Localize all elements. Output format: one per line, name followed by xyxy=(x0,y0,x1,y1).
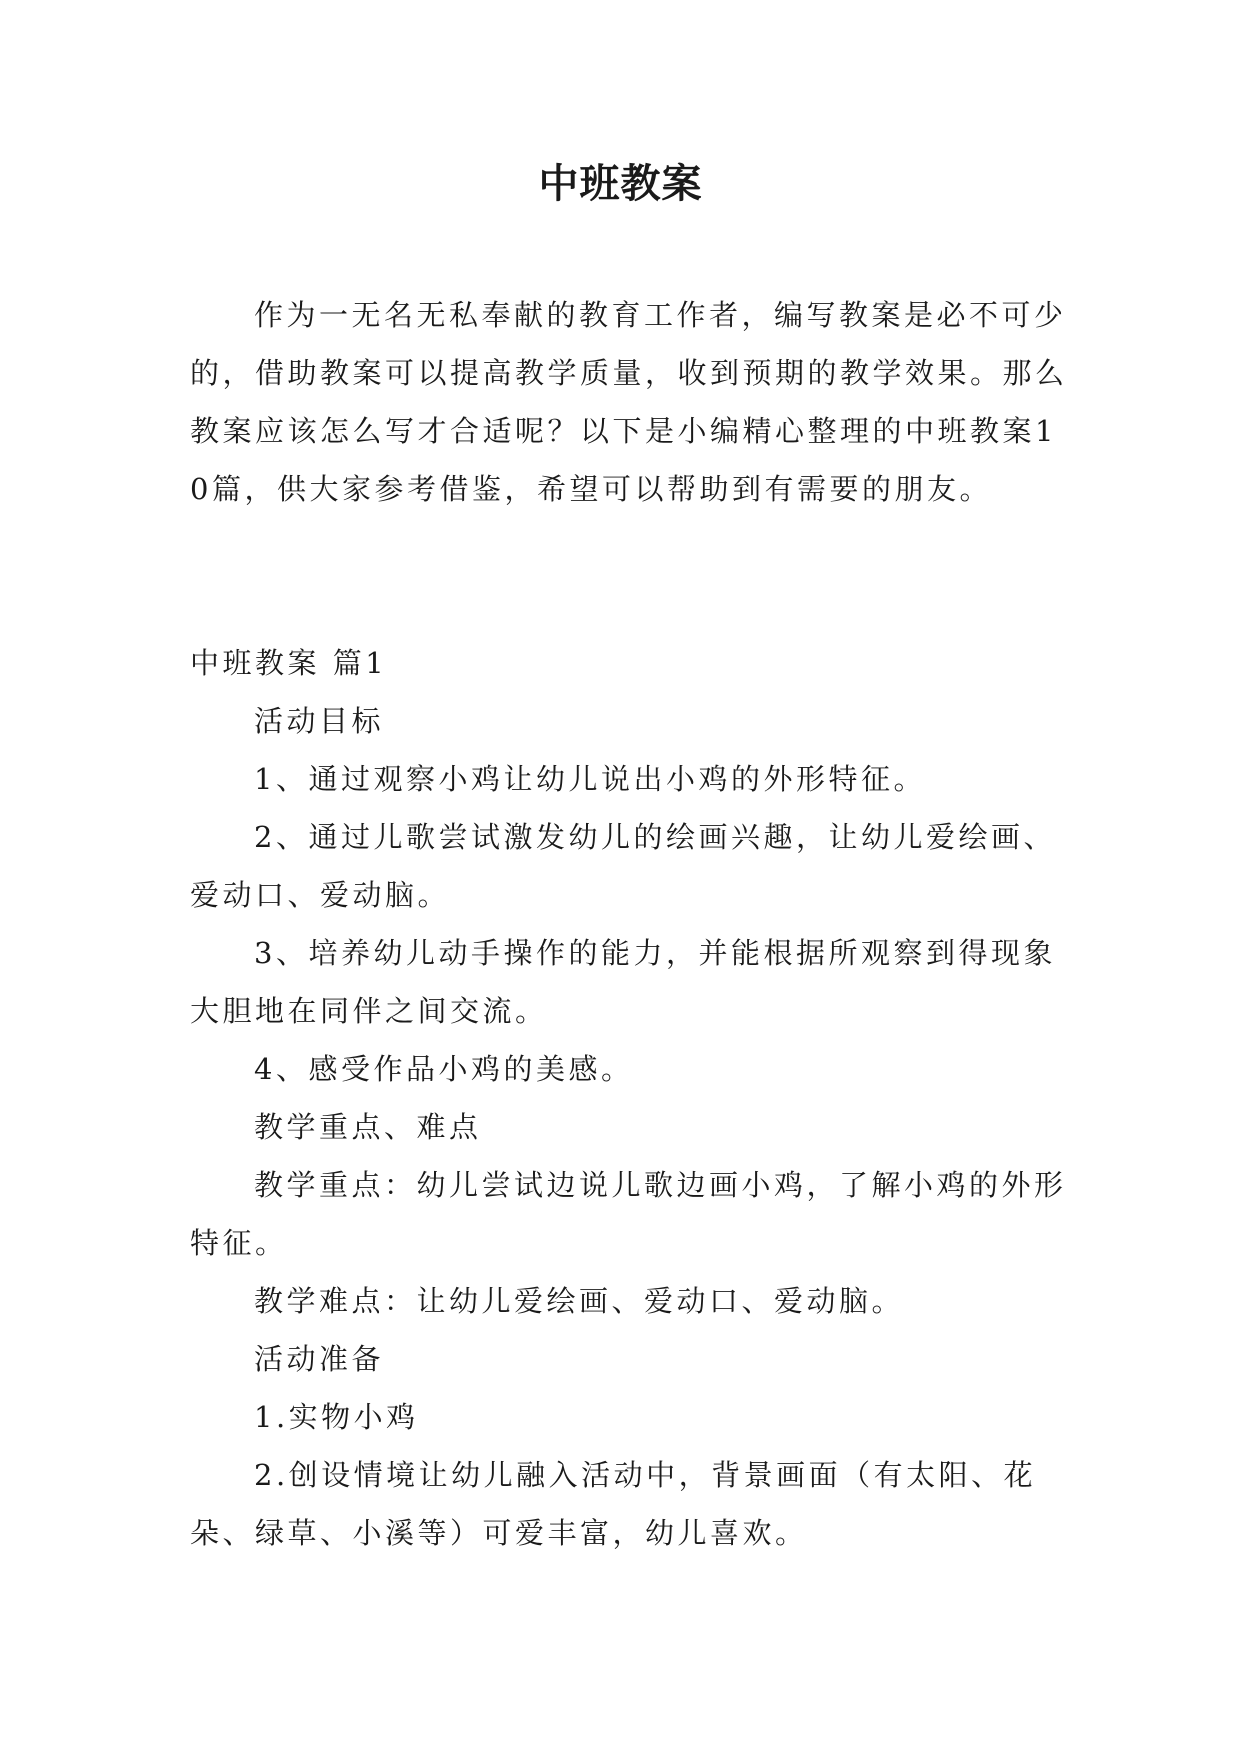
paragraph-activity-goals: 活动目标 xyxy=(254,704,385,738)
paragraph-key-difficult-points: 教学重点、难点 xyxy=(254,1110,482,1144)
paragraph-activity-prep: 活动准备 xyxy=(254,1342,385,1376)
paragraph-prep-2: 2.创设情境让幼儿融入活动中，背景画面（有太阳、花朵、绿草、小溪等）可爱丰富，幼儿喜欢。 xyxy=(190,1458,1037,1550)
paragraph-goal-4: 4、感受作品小鸡的美感。 xyxy=(254,1052,634,1086)
paragraph-goal-2: 2、通过儿歌尝试激发幼儿的绘画兴趣，让幼儿爱绘画、爱动口、爱动脑。 xyxy=(190,820,1056,912)
intro-paragraph: 作为一无名无私奉献的教育工作者，编写教案是必不可少的，借助教案可以提高教学质量，收到预期的教学效果。那么教案应该怎么写才合适呢？以下是小编精心整理的中班教案10篇，供大家参考借鉴，希望可以帮助到有需要的朋友。 xyxy=(190,298,1068,506)
paragraph-difficult-point: 教学难点：让幼儿爱绘画、爱动口、爱动脑。 xyxy=(254,1284,905,1318)
paragraph-key-point: 教学重点：幼儿尝试边说儿歌边画小鸡，了解小鸡的外形特征。 xyxy=(190,1168,1067,1260)
paragraph-goal-3: 3、培养幼儿动手操作的能力，并能根据所观察到得现象大胆地在同伴之间交流。 xyxy=(190,936,1056,1028)
section-heading: 中班教案 篇1 xyxy=(190,646,388,680)
paragraph-goal-1: 1、通过观察小鸡让幼儿说出小鸡的外形特征。 xyxy=(254,762,926,796)
section-1 xyxy=(190,634,1070,1562)
document-title: 中班教案 xyxy=(538,161,703,207)
paragraph-prep-1: 1.实物小鸡 xyxy=(254,1400,419,1434)
